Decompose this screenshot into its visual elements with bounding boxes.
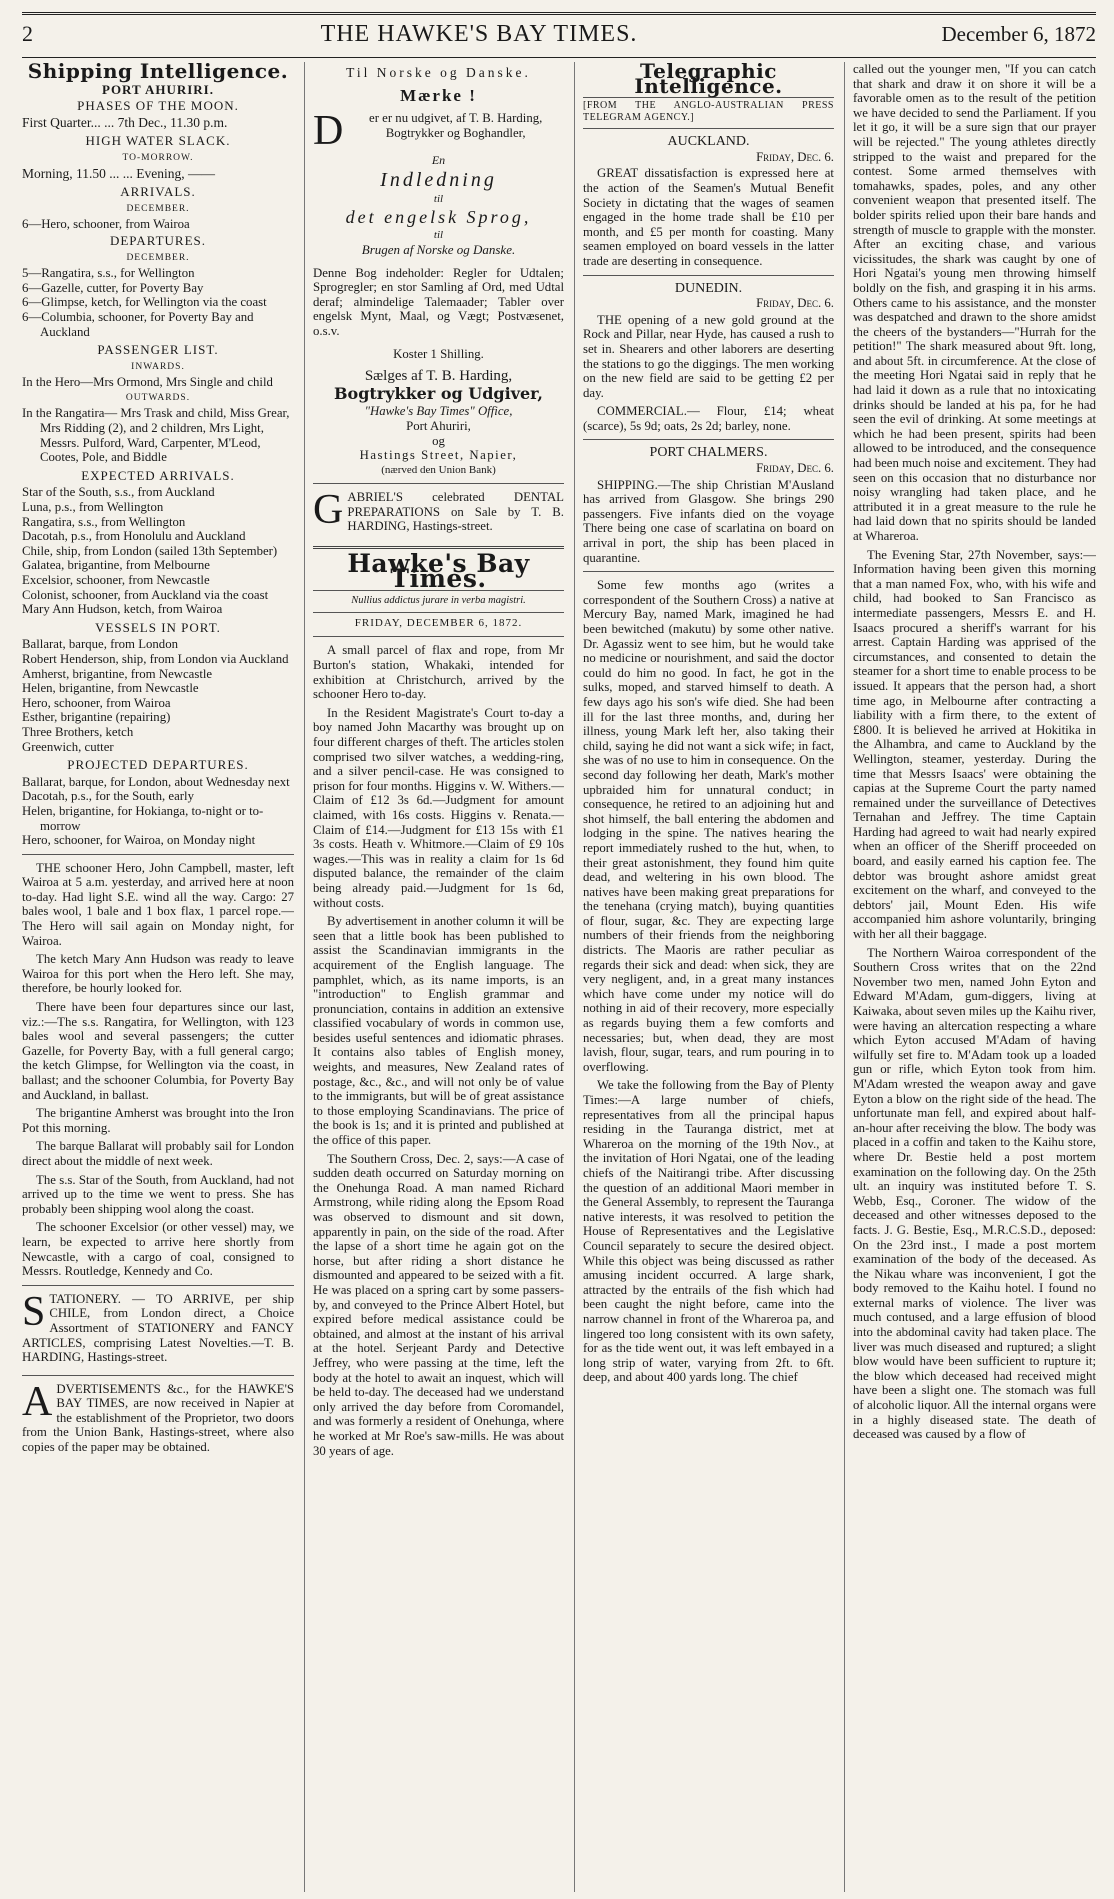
divider xyxy=(583,128,834,129)
expected-entry: Galatea, brigantine, from Melbourne xyxy=(22,558,210,573)
shipping-paragraph: There have been four departures since our last, viz.:—The s.s. Rangatira, for Wellington, with 123 bales wool and several passengers; the cutter Gazelle, for Poverty Bay, with a full general cargo; the ketch Glimpse, for Wellington via the coast, in ballast; and the schooner Columbia, for Poverty Bay and Auckland, in ballast. xyxy=(22,1000,294,1102)
shipping-paragraph: The barque Ballarat will probably sail for London direct about the middle of next week. xyxy=(22,1139,294,1168)
advertisements-notice xyxy=(22,1382,294,1459)
inwards-label: INWARDS. xyxy=(131,361,185,372)
paper-nameplate: Hawke's Bay Times. xyxy=(347,549,530,593)
dateline-place: DUNEDIN. xyxy=(674,280,743,296)
masthead xyxy=(22,21,1096,55)
vessel-entry: Ballarat, barque, from London xyxy=(22,637,178,652)
masthead-rule xyxy=(22,57,1096,58)
phases-title: PHASES OF THE MOON. xyxy=(77,98,239,114)
divider xyxy=(313,483,564,484)
stationery-ad-text: TATIONERY. — TO ARRIVE, per ship CHILE, from London direct, a Choice Assortment of STATIONERY and FANCY ARTICLES, comprising Latest Novelties.—T. B. HARDING, Hastings-street. xyxy=(22,1291,294,1365)
arrivals-month: DECEMBER. xyxy=(126,203,190,214)
divider xyxy=(583,571,834,572)
agency-line: [FROM THE ANGLO-AUSTRALIAN PRESS TELEGRAM AGENCY.] xyxy=(583,100,834,124)
divider xyxy=(22,1375,294,1376)
price-line: Koster 1 Shilling. xyxy=(393,346,484,361)
vessel-entry: Three Brothers, ketch xyxy=(22,724,134,739)
motto: Nullius addictus jurare in verba magistri. xyxy=(351,595,526,607)
departure-entry: 6—Columbia, schooner, for Poverty Bay and Auckland xyxy=(22,309,254,339)
projected-entry: Ballarat, barque, for London, about Wednesday next xyxy=(22,774,290,789)
telegram-text: COMMERCIAL.— Flour, £14; wheat (scarce), 5s 9d; oats, 2s 2d; barley, none. xyxy=(583,404,834,433)
projected-title: PROJECTED DEPARTURES. xyxy=(67,757,249,773)
book-announcement xyxy=(313,111,564,149)
expected-entry: Rangatira, s.s., from Wellington xyxy=(22,514,186,529)
til-label: til xyxy=(433,192,444,205)
columns xyxy=(22,62,1096,1892)
shipping-paragraph: The ketch Mary Ann Hudson was ready to leave Wairoa for this port when the Hero left. She may, therefore, be hourly looked for. xyxy=(22,952,294,996)
dental-ad-text: ABRIEL'S celebrated DENTAL PREPARATIONS on Sale by T. B. HARDING, Hastings-street. xyxy=(347,490,564,534)
expected-entry: Dacotah, p.s., from Honolulu and Auckland xyxy=(22,529,246,544)
arrival-entry: 6—Hero, schooner, from Wairoa xyxy=(22,217,190,232)
street-line: Hastings Street, Napier, xyxy=(359,448,518,463)
telegram-text: SHIPPING.—The ship Christian M'Ausland has arrived from Glasgow. She brings 290 passengers. Five infants died on the voyage There being one case of scarlatina on board on arrival in port, the ship has been placed in quarantine. xyxy=(583,477,834,565)
projected-entry: Hero, schooner, for Wairoa, on Monday night xyxy=(22,833,256,848)
vessel-entry: Amherst, brigantine, from Newcastle xyxy=(22,666,213,681)
near-bank-line: (nærved den Union Bank) xyxy=(381,463,496,476)
divider xyxy=(583,275,834,276)
dental-ad xyxy=(313,490,564,538)
ad-dropcap: D xyxy=(313,111,344,150)
expected-entry: Star of the South, s.s., from Auckland xyxy=(22,485,215,500)
telegraphic-heading: Telegraphic Intelligence. xyxy=(634,62,783,98)
vessels-title: VESSELS IN PORT. xyxy=(95,619,221,635)
dateline-date: Friday, Dec. 6. xyxy=(756,296,834,311)
book-contents: Denne Bog indeholder: Regler for Udtalen; Sprogregler; en stor Samling af Ord, med Udtal deraf; almindelige Talemaader; Tabler over engelsk Mynt, Maal, og Vægt; Postvæsenet, o.s.v. xyxy=(313,265,564,338)
vessel-entry: Robert Henderson, ship, from London via Auckland xyxy=(22,651,289,666)
stationery-ad xyxy=(22,1292,294,1369)
column-news-continued xyxy=(844,62,1096,1892)
printer-line: Bogtrykker og Udgiver, xyxy=(334,383,543,403)
news-paragraph: The Evening Star, 27th November, says:—Information having been given this morning that a man named Fox, who, with his wife and child, had booked to San Francisco as intermediate passengers, Messrs E. and H. Isaacs procured a sheriff's warrant for his arrest. Captain Harding was apprised of the circumstances, and consented to detain the steamer for a short time to enable process to be issued. It appears that the person had, a short time ago, in Melbourne after contracting a liability with a firm there, to the extent of £800. It is believed he arrived at Hokitika in the Alhambra, and came to Auckland by the Wellington, steamer, yesterday. During the time that Messrs Isaacs' were obtaining the capias at the Supreme Court the party named remained under the surveillance of Detectives Ternahan and Jeffrey. The time Captain Harding had agreed to wait had nearly expired when an officer of the Sheriff proceeded on board, and easily earned his caption fee. The debtor was brought ashore amidst great excitement on the wharf, and conveyed to the debtors' jail, Mount Eden. His wife accompanied him ashore voluntarily, bringing with her all their baggage. xyxy=(853,547,1096,942)
port-heading: PORT AHURIRI. xyxy=(102,81,214,97)
og-line: og xyxy=(432,433,445,448)
inwards-text: In the Hero—Mrs Ormond, Mrs Single and child xyxy=(22,375,273,390)
expected-entry: Excelsior, schooner, from Newcastle xyxy=(22,573,210,587)
editorial-date: FRIDAY, DECEMBER 6, 1872. xyxy=(354,616,523,629)
newspaper-title: THE HAWKE'S BAY TIMES. xyxy=(320,21,638,47)
news-paragraph: The Northern Wairoa correspondent of the Southern Cross writes that on the 22nd November two men, named John Eyton and Edward M'Adam, gum-diggers, living at Kaiwaka, about seven miles up the Kaihu river, were having an altercation respecting a whare which Eyton accused M'Adam of having wilfully set fire to. M'Adam took up a loaded gun or rifle, which Eyton took from him. M'Adam wrested the weapon away and gave Eyton a blow on the right side of the head. The unfortunate man fell, and expired about half-an-hour after receiving the blow. The body was placed in a coffin and taken to the Kaihu store, where Dr. Bestie held a post mortem examination on the following day. On the 25th ult. an inquiry was instituted before T. S. Webb, Esq., Coroner. The widow of the deceased and other witnesses deposed to the facts. J. G. Bestie, Esq., M.R.C.S.D., deposed: On the 23rd inst., I made a post mortem examination of the body of the deceased. As the Nikau whare was inconvenient, I got the body removed to the Kaihu hotel. I found no external marks of violence. The liver was much contused, and a large effusion of blood into the abdominal cavity had taken place. The liver was much diseased and ruptured; a slight blow would have been sufficient to rupture it; the blow which deceased had received might have been a slight one. The stomach was full of alcoholic liquor. All the internal organs were in a highly diseased state. The death of deceased was caused by a flow of xyxy=(853,945,1096,1442)
divider xyxy=(22,854,294,855)
port-line: Port Ahuriri, xyxy=(406,418,471,433)
shipping-paragraph: THE schooner Hero, John Campbell, master, left Wairoa at 5 a.m. yesterday, and arrived here at noon to-day. Had light S.E. wind all the way. Cargo: 27 bales wool, 1 bale and 1 box flax, 1 parcel rope.—The Hero will sail again on Monday night, for Wairoa. xyxy=(22,860,294,948)
high-water-title: HIGH WATER SLACK. xyxy=(85,133,231,149)
dateline-date: Friday, Dec. 6. xyxy=(756,149,834,164)
passenger-title: PASSENGER LIST. xyxy=(97,342,219,358)
high-water-line: Morning, 11.50 ... ... Evening, —— xyxy=(22,165,215,181)
advertisements-notice-text: DVERTISEMENTS &c., for the HAWKE'S BAY TIMES, are now received in Napier at the establishment of the Proprietor, two doors from the Union Bank, Hastings-street, where also copies of the paper may be obtained. xyxy=(22,1381,294,1455)
book-intro: er er nu udgivet, af T. B. Harding, Bogtrykker og Boghandler, xyxy=(369,111,543,140)
telegram-text: GREAT dissatisfaction is expressed here at the action of the Seamen's Mutual Benefit Society in dictating that the wages of seamen engaged in the home trade shall be £10 per month, and £5 per month for coasting. Many seamen employed on board vessels in the latter trade are deserting in consequence. xyxy=(583,166,834,268)
vessel-entry: Helen, brigantine, from Newcastle xyxy=(22,681,199,696)
projected-entry: Dacotah, p.s., for the South, early xyxy=(22,789,195,804)
dateline-place: PORT CHALMERS. xyxy=(649,445,768,461)
divider xyxy=(313,612,564,613)
divider xyxy=(22,1285,294,1286)
ad-dropcap: A xyxy=(22,1381,53,1425)
shipping-paragraph: The s.s. Star of the South, from Auckland, had not arrived up to the time we went to press. She has probably been shipping wool along the coast. xyxy=(22,1172,294,1216)
expected-entry: Mary Ann Hudson, ketch, from Wairoa xyxy=(22,602,223,617)
vessel-entry: Hero, schooner, from Wairoa xyxy=(22,695,171,710)
ad-dropcap: S xyxy=(22,1291,46,1335)
divider xyxy=(583,439,834,440)
editorial-paragraph: In the Resident Magistrate's Court to-day a boy named John Macarthy was brought up on four different charges of theft. The articles stolen comprised two silver watches, a wedding-ring, and a silver pencil-case. He was consigned to prison for four months. Higgins v. W. Withers.—Claim of £12 3s 6d.—Judgment for amount claimed, with 16s costs. Higgins v. Renata.—Claim of £14.—Judgment for £13 15s with £1 3s costs. Heath v. Whitmore.—Claim of £9 10s wages.—This was in reality a claim for 1s 6d disputed balance, the remainder of the claim being already paid.—Judgment for 1s 6d, without costs. xyxy=(313,705,564,910)
vessel-entry: Esther, brigantine (repairing) xyxy=(22,710,171,725)
outwards-label: OUTWARDS. xyxy=(125,392,191,403)
departure-entry: 5—Rangatira, s.s., for Wellington xyxy=(22,266,195,281)
page-number: 2 xyxy=(22,21,33,46)
editorial-paragraph: The Southern Cross, Dec. 2, says:—A case of sudden death occurred on Saturday morning on the Onehunga Road. A man named Richard Armstrong, while riding along the Epsom Road was observed to dismount and sit down, apparently in pain, on the side of the road. After the lapse of a short time he again got on the horse, but after riding a short distance he dismounted and appeared to be seized with a fit. He was placed on a spring cart by some passers-by, and conveyed to the Prince Albert Hotel, but expired before medical assistance could be obtained, and almost at the instant of his arrival at the hotel. Serjeant Pardy and Detective Jeffrey, who were passing at the time, left the body at the hotel to await an inquest, which will be held to-day. The deceased had we understand only arrived the day before from Coromandel, and was formerly a resident of Onehunga, where he worked at Mr Roe's saw-mills. He was about 30 years of age. xyxy=(313,1151,564,1458)
phases-line: First Quarter... ... 7th Dec., 11.30 p.m. xyxy=(22,114,228,130)
brugen-line: Brugen af Norske og Danske. xyxy=(361,241,516,257)
til-label: til xyxy=(433,229,444,242)
departures-title: DEPARTURES. xyxy=(109,232,207,248)
expected-entry: Luna, p.s., from Wellington xyxy=(22,500,164,515)
telegram-text: THE opening of a new gold ground at the Rock and Pillar, near Hyde, has caused a rush to set in. Shearers and other laborers are deserting the stations to go the diggings. The men working on the new field are said to be getting £2 per day. xyxy=(583,312,834,400)
news-paragraph: called out the younger men, "If you can catch that shark and draw it on shore it will be a favorable omen as to the result of the petition we have decided to send the Parliament. If you let it go, it will be a sure sign that our prayer will be rejected." The young athletes directly stripped to the waist and prepared for the contest. Some armed themselves with tomahawks, spades, poles, and any other convenient weapon that presented itself. The bolder spirits relied upon their bare hands and strength of muscle to grapple with the monster. After an exciting chase, and various vicissitudes, the shark was caught by one of Hori Ngatai's young men throwing himself boldly on the fish, and grasping it in his arms. Others came to his assistance, and the monster was despatched and drawn to the shore amidst the cheers of the bystanders—"Hurrah for the petition!" The shark measured about 9ft. long, and about 5ft. in circumference. At the close of the meeting Hori Ngatai said in reply that he had laid it down as a rule that no intoxicating drinks should be landed at his pa, for he had seen the evil of drinking. At some meetings at which he had been present, spirits had been allowed to be introduced, and the consequence had been much noise and excitement. They had seen on this occasion that no disturbance nor noisy wrangling had taken place, and he attributed it in a great measure to the rule he had laid down that no spirits should be landed at Whareroa. xyxy=(853,62,1096,543)
news-paragraph: Some few months ago (writes a correspondent of the Southern Cross) a native at Mercury Bay, named Mark, imagined he had been bewitched (makutu) by some other native. Dr. Agassiz went to see him, but he would take no medicine or nourishment, and said the doctor could do him no good. In fact, he got in the sulks, moped, and starved himself to death. A few days ago his son's wife died. She had been ill for the last three months, and, during her illness, young Mark left her, also taking their child, saying he did not want a sick wife; in fact, she was of no use to him in consequence. On the second day following her death, Mark's mother upbraided him for unnatural conduct; in consequence, he retired to an adjoining hut and shot himself, the ball entering the abdomen and lodging in the spine. The natives hearing the report immediately rushed to the hut, when, to their great astonishment, they found him quite dead, and weltering in his own blood. The natives have been making great preparations for the tenehana (crying match), buying quantities of flour, sugar, &c. They are expecting large numbers of their friends from the neighboring districts. The Maoris are rather peculiar as regards their sick and dead: when sick, they are very negligent, and, in a great many instances which have come under my notice will do nothing in aid of their recovery, more especially as regards buying them a few comforts and necessaries; but, when dead, they are most lavish, flour, sugar, tears, and rum pouring in to overflowing. xyxy=(583,578,834,1074)
expected-title: EXPECTED ARRIVALS. xyxy=(81,467,235,483)
editorial-paragraph: By advertisement in another column it will be seen that a little book has been published to assist the Scandinavian immigrants in the acquirement of the English language. The pamphlet, which, as its name imports, is an "introduction" to English grammar and pronunciation, contains in addition an extensive classified vocabulary of words in common use, besides useful sentences and idiomatic phrases. It contains also tables of English money, weights, and measures, New Zealand rates of postage, &c., &c., and will not only be of value to the immigrants, but will be of great assistance to those employing Scandinavians. The price of the book is 1s; and it is printed and published at the office of this paper. xyxy=(313,914,564,1148)
issue-date: December 6, 1872 xyxy=(941,22,1096,46)
departures-month: DECEMBER. xyxy=(126,252,190,263)
divider xyxy=(313,636,564,637)
dateline-place: AUCKLAND. xyxy=(667,134,750,150)
editorial-paragraph: A small parcel of flax and rope, from Mr Burton's station, Whakaki, intended for exhibition at Christchurch, arrived by the schooner Hero to-day. xyxy=(313,643,564,702)
column-advertisements-editorial xyxy=(304,62,564,1892)
danish-heading: Til Norske og Danske. xyxy=(346,65,531,80)
shipping-paragraph: The schooner Excelsior (or other vessel) may, we learn, be expected to arrive here shortly from Newcastle, with a cargo of coal, consigned to Messrs. Routledge, Kennedy and Co. xyxy=(22,1220,294,1279)
shipping-paragraph: The brigantine Amherst was brought into the Iron Pot this morning. xyxy=(22,1106,294,1135)
column-shipping xyxy=(22,62,294,1892)
expected-entry: Chile, ship, from London (sailed 13th September) xyxy=(22,543,278,558)
expected-entry: Colonist, schooner, from Auckland via the coast xyxy=(22,587,269,602)
shipping-heading: Shipping Intelligence. xyxy=(27,62,289,83)
departure-entry: 6—Gazelle, cutter, for Poverty Bay xyxy=(22,280,204,295)
column-telegraphic xyxy=(574,62,834,1892)
ad-dropcap: G xyxy=(313,490,344,534)
maerke-heading: Mærke ! xyxy=(400,85,477,105)
outwards-text: In the Rangatira— Mrs Trask and child, Miss Grear, Mrs Ridding (2), and 2 children, Mrs Light, Messrs. Pulford, Ward, Carpenter, M'Leod, Cootes, Pole, and Biddle xyxy=(22,406,290,465)
departure-entry: 6—Glimpse, ketch, for Wellington via the coast xyxy=(22,295,267,310)
indledning-title: Indledning xyxy=(380,168,497,191)
top-rule xyxy=(22,12,1096,15)
en-label: En xyxy=(431,153,446,168)
sprog-title: det engelsk Sprog, xyxy=(345,207,532,228)
projected-entry: Helen, brigantine, for Hokianga, to-night or to-morrow xyxy=(22,803,264,833)
high-water-sub: TO-MORROW. xyxy=(122,152,194,163)
news-paragraph: We take the following from the Bay of Plenty Times:—A large number of chiefs, representatives from all the principal hapus residing in the Tauranga district, met at Whareroa on the morning of the 19th Nov., at the invitation of Hori Ngatai, one of the leading chiefs of the Naitirangi tribe. After discussing the question of an additional Maori member in the General Assembly, to represent the Tauranga native interests, it was resolved to petition the House of Representatives and the Legislative Council separately to secure the desired object. While this object was being discussed as rather amusing incident occurred. A large shark, attracted by the entrails of the fish which had been caught the night before, came into the narrow channel in front of the Whareroa pa, and lingered too long consistent with its own safety, for as the tide went out, it was left embayed in a long strip of water, varying from 2ft. to 6ft. deep, and about 400 yards long. The chief xyxy=(583,1078,834,1385)
office-line: "Hawke's Bay Times" Office, xyxy=(364,404,513,419)
vessel-entry: Greenwich, cutter xyxy=(22,739,114,754)
arrivals-title: ARRIVALS. xyxy=(120,184,196,200)
dateline-date: Friday, Dec. 6. xyxy=(756,461,834,476)
seller-line: Sælges af T. B. Harding, xyxy=(364,368,513,385)
